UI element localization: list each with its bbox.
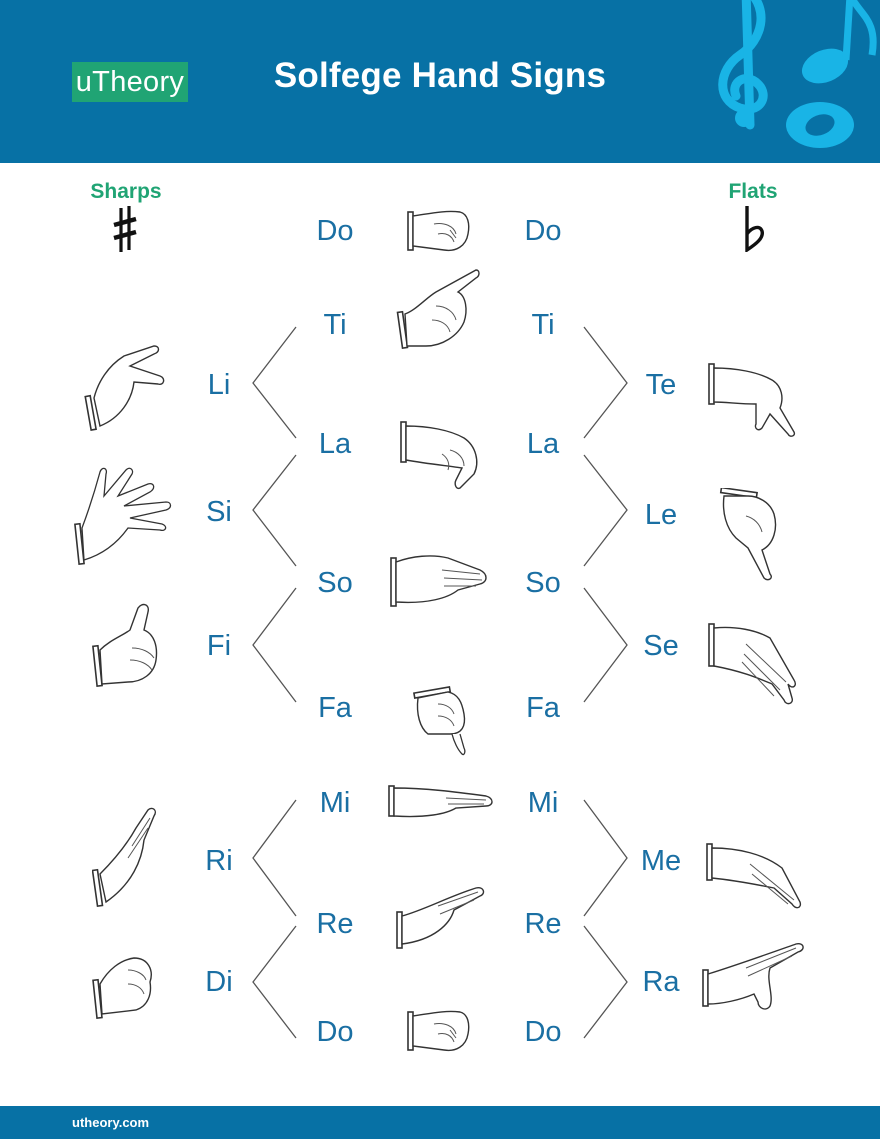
syllable-me: Me (640, 845, 682, 877)
hand-sign-mi-icon (386, 782, 496, 822)
syllable-la-right: La (526, 428, 560, 460)
hand-sign-ra-icon (700, 940, 808, 1018)
hand-sign-te-icon (706, 362, 798, 440)
syllable-so-left: So (317, 567, 353, 599)
syllable-la-left: La (318, 428, 352, 460)
hand-sign-me-icon (704, 840, 804, 912)
syllable-do-high-right: Do (524, 215, 562, 247)
hand-sign-si-icon (74, 462, 178, 568)
hand-sign-la-icon (398, 418, 484, 492)
syllable-ra: Ra (642, 966, 680, 998)
hand-sign-ti-icon (396, 266, 484, 352)
syllable-ri: Ri (205, 845, 233, 877)
syllable-re-left: Re (316, 908, 354, 940)
hand-sign-di-icon (92, 954, 156, 1022)
syllable-fa-left: Fa (318, 692, 352, 724)
syllable-fi: Fi (206, 630, 232, 662)
syllable-re-right: Re (524, 908, 562, 940)
syllable-di: Di (205, 966, 233, 998)
hand-sign-li-icon (84, 342, 168, 434)
syllable-mi-right: Mi (527, 787, 559, 819)
hand-sign-ri-icon (92, 806, 160, 910)
syllable-mi-left: Mi (319, 787, 351, 819)
syllable-ti-left: Ti (323, 309, 347, 341)
hand-sign-se-icon (706, 620, 800, 710)
hand-sign-do-low-icon (404, 1004, 474, 1056)
footer-bar (0, 1106, 880, 1139)
hand-sign-fa-icon (408, 684, 470, 758)
footer-website-link[interactable]: utheory.com (72, 1115, 150, 1130)
hand-sign-fi-icon (92, 600, 162, 690)
sharps-heading: Sharps (90, 180, 162, 203)
syllable-li: Li (207, 369, 231, 401)
syllable-do-high-left: Do (316, 215, 354, 247)
syllable-te: Te (645, 369, 677, 401)
hand-sign-re-icon (394, 884, 486, 952)
syllable-so-right: So (525, 567, 561, 599)
syllable-do-low-right: Do (524, 1016, 562, 1048)
flats-heading: Flats (728, 180, 778, 203)
syllable-fa-right: Fa (526, 692, 560, 724)
syllable-se: Se (643, 630, 679, 662)
hand-sign-le-icon (718, 488, 782, 584)
syllable-do-low-left: Do (316, 1016, 354, 1048)
utheory-logo[interactable]: uTheory (72, 62, 188, 102)
syllable-si: Si (206, 496, 232, 528)
page-title: Solfege Hand Signs (273, 56, 607, 95)
hand-sign-do-high-icon (404, 204, 474, 256)
syllable-ti-right: Ti (531, 309, 555, 341)
hand-sign-so-icon (388, 550, 492, 610)
syllable-le: Le (644, 499, 678, 531)
